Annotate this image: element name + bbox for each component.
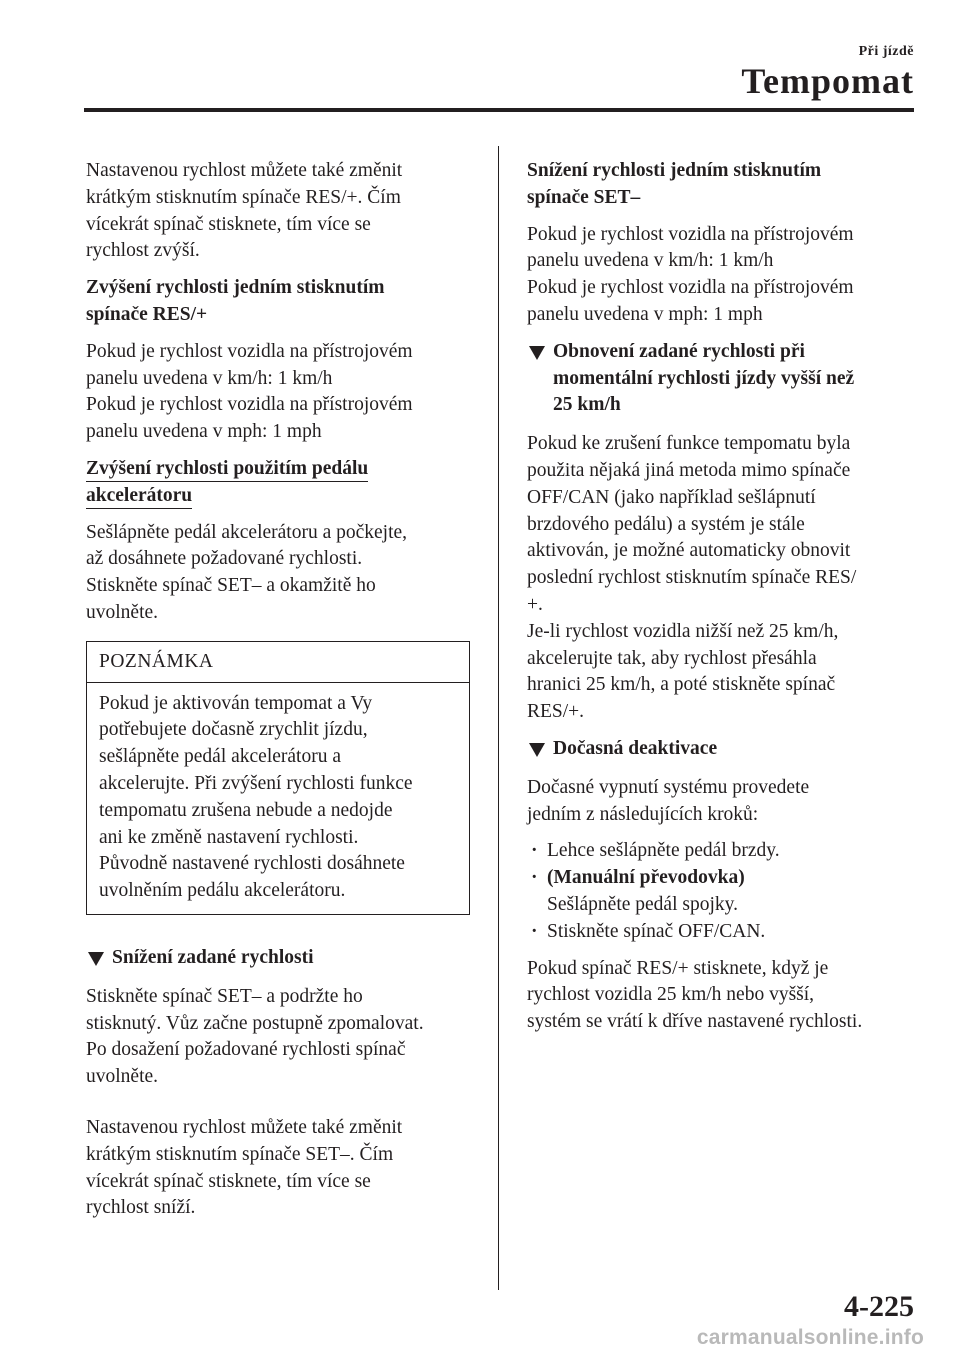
- watermark[interactable]: carmanualsonline.info: [696, 1326, 924, 1349]
- note-title: POZNÁMKA: [87, 642, 469, 683]
- left-column: [86, 158, 472, 1232]
- increase-one-press-text: Pokud je rychlost vozidla na přístrojovém panelu uvedena v km/h: 1 km/h Pokud je rychlost vozidla na přístrojovém panelu uvedena v mph: 1 mph: [86, 340, 413, 443]
- triangle-bullet-icon: [529, 346, 545, 360]
- decrease-text: Stiskněte spínač SET– a podržte ho stisknutý. Vůz začne postupně zpomalovat. Po dosažení požadované rychlosti spínač uvolněte.: [86, 985, 424, 1088]
- note-box: [86, 641, 470, 915]
- decrease-heading: Snížení zadané rychlosti: [86, 945, 472, 972]
- decrease-one-press-text: Pokud je rychlost vozidla na přístrojovém panelu uvedena v km/h: 1 km/h Pokud je rychlost vozidla na přístrojovém panelu uvedena v mph: 1 mph: [527, 223, 854, 325]
- note-text: Pokud je aktivován tempomat a Vy potřebujete dočasně zrychlit jízdu, sešlápněte pedál akcelerátoru a akcelerujte. Při zvýšení rychlosti funkce tempomatu zrušena nebude a nedojde ani ke změně nastavení rychlosti. Původně nastavené rychlosti dosáhnete uvolněním pedálu akcelerátoru.: [99, 692, 413, 902]
- pedal-heading: Zvýšení rychlosti použitím pedálu akcelerátoru: [86, 456, 472, 510]
- intro-paragraph: Nastavenou rychlost můžete také změnit krátkým stisknutím spínače RES/+. Čím vícekrát spínač stisknete, tím více se rychlost zvýší.: [86, 160, 403, 262]
- page-number: 4-225: [844, 1290, 914, 1323]
- increase-one-press-heading: Zvýšení rychlosti jedním stisknutím spínače RES/+: [86, 277, 385, 325]
- header-rule: [84, 108, 914, 112]
- list-item: · (Manuální převodovka) Sešlápněte pedál spojky.: [527, 865, 917, 919]
- column-divider: [498, 146, 499, 1290]
- resume-heading: Obnovení zadané rychlosti při momentální rychlosti jízdy vyšší než 25 km/h: [527, 339, 917, 419]
- running-header-section: Při jízdě: [858, 44, 914, 59]
- list-item: · Lehce sešlápněte pedál brzdy.: [527, 838, 917, 865]
- decrease-text-2: Nastavenou rychlost můžete také změnit krátkým stisknutím spínače SET–. Čím vícekrát spínač stisknete, tím více se rychlost sníží.: [86, 1116, 403, 1219]
- page-title: Tempomat: [741, 61, 914, 101]
- deactivation-list: [527, 838, 917, 945]
- list-item: · Stiskněte spínač OFF/CAN.: [527, 919, 917, 946]
- triangle-bullet-icon: [88, 952, 104, 966]
- resume-text: Pokud ke zrušení funkce tempomatu byla použita nějaká jiná metoda mimo spínače OFF/CAN (jako například sešlápnutí brzdového pedálu) a systém je stále aktivován, je možné automaticky obnovit poslední rychlost stisknutím spínače RES/ +. Je-li rychlost vozidla nižší než 25 km/h, akcelerujte tak, aby rychlost přesáhla hranici 25 km/h, a poté stiskněte spínač RES/+.: [527, 433, 857, 723]
- pedal-text: Sešlápněte pedál akcelerátoru a počkejte, až dosáhnete požadované rychlosti. Stiskněte spínač SET– a okamžitě ho uvolněte.: [86, 521, 408, 623]
- deactivation-intro: Dočasné vypnutí systému provedete jedním z následujících kroků:: [527, 776, 810, 825]
- final-text: Pokud spínač RES/+ stisknete, když je rychlost vozidla 25 km/h nebo vyšší, systém se vrátí k dříve nastavené rychlosti.: [527, 957, 863, 1033]
- deactivation-heading: Dočasná deaktivace: [527, 736, 917, 763]
- triangle-bullet-icon: [529, 743, 545, 757]
- decrease-one-press-heading: Snížení rychlosti jedním stisknutím spínače SET–: [527, 160, 822, 208]
- right-column: [527, 158, 917, 1046]
